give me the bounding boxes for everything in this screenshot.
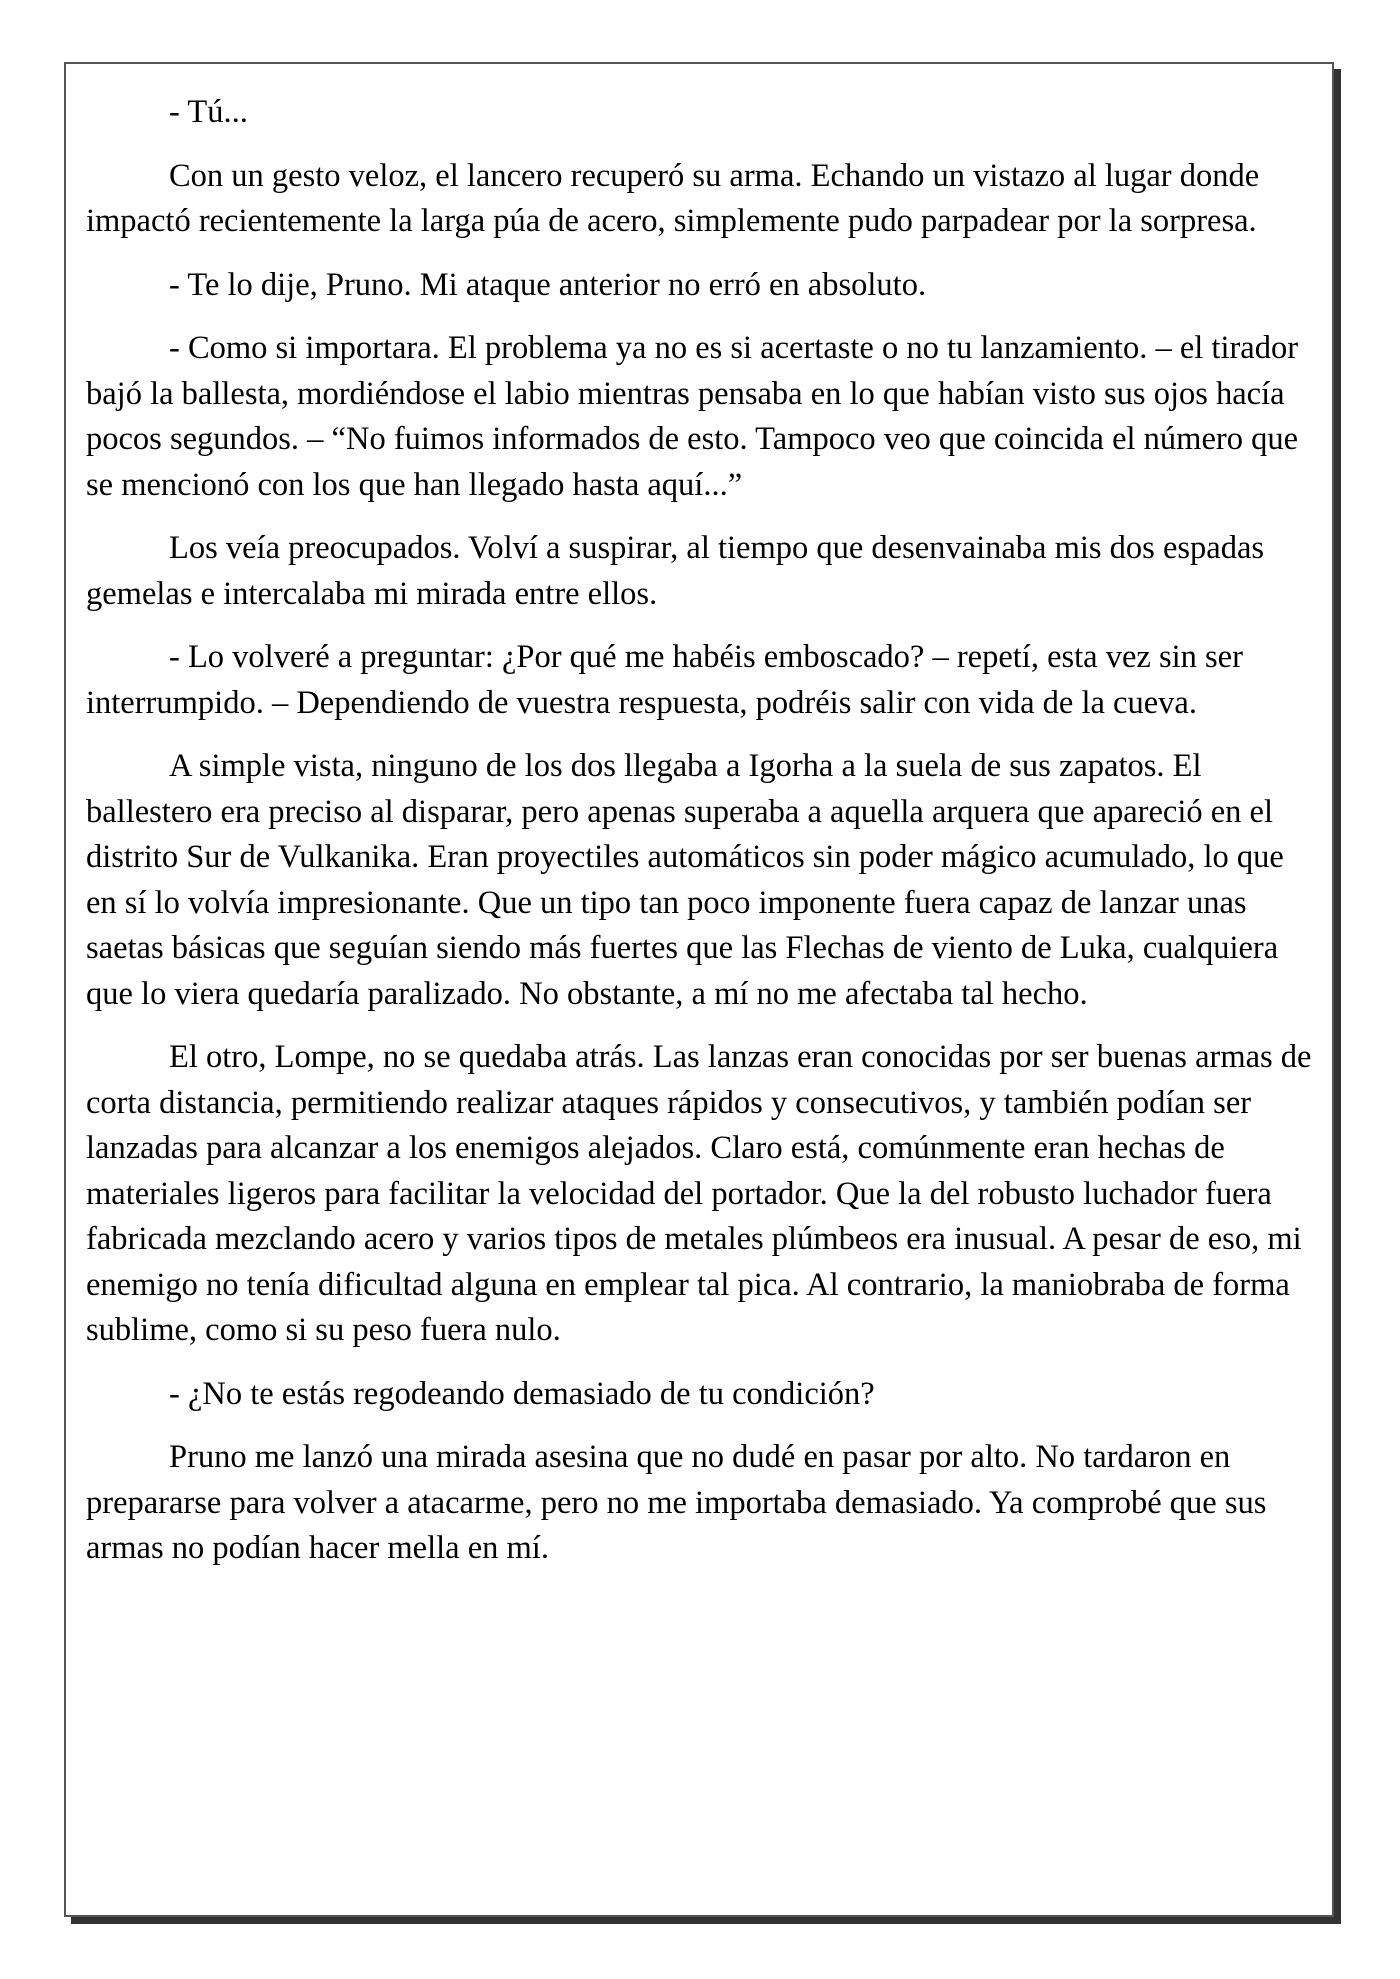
paragraph: - ¿No te estás regodeando demasiado de tu condición?	[169, 1375, 875, 1412]
paragraph: - Como si importara. El problema ya no es si acertaste o no tu lanzamiento. – el tirador bajó la ballesta, mordiéndose el labio mientras pensaba en lo que habían visto sus ojos hacía pocos segundos. – “No fuimos informados de esto. Tampoco veo que coincida el número que se mencionó con los que han llegado hasta aquí...”	[86, 330, 1299, 503]
page-frame	[64, 62, 1334, 1917]
paragraph: Pruno me lanzó una mirada asesina que no dudé en pasar por alto. No tardaron en prepararse para volver a atacarme, pero no me importaba demasiado. Ya comprobé que sus armas no podían hacer mella en mí.	[86, 1439, 1267, 1566]
paragraph: Los veía preocupados. Volví a suspirar, al tiempo que desenvainaba mis dos espadas gemelas e intercalaba mi mirada entre ellos.	[86, 530, 1265, 612]
paragraph: - Te lo dije, Pruno. Mi ataque anterior no erró en absoluto.	[169, 266, 927, 303]
text-body	[86, 90, 1318, 1590]
paragraph: Con un gesto veloz, el lancero recuperó su arma. Echando un vistazo al lugar donde impactó recientemente la larga púa de acero, simplemente pudo parpadear por la sorpresa.	[86, 157, 1260, 239]
paragraph: - Lo volveré a preguntar: ¿Por qué me habéis emboscado? – repetí, esta vez sin ser interrumpido. – Dependiendo de vuestra respuesta, podréis salir con vida de la cueva.	[86, 639, 1243, 721]
paragraph: - Tú...	[169, 94, 248, 130]
paragraph: A simple vista, ninguno de los dos llegaba a Igorha a la suela de sus zapatos. El ballestero era preciso al disparar, pero apenas superaba a aquella arquera que apareció en el distrito Sur de Vulkanika. Eran proyectiles automáticos sin poder mágico acumulado, lo que en sí lo volvía impresionante. Que un tipo tan poco imponente fuera capaz de lanzar unas saetas básicas que seguían siendo más fuertes que las Flechas de viento de Luka, cualquiera que lo viera quedaría paralizado. No obstante, a mí no me afectaba tal hecho.	[86, 748, 1284, 1012]
paragraph: El otro, Lompe, no se quedaba atrás. Las lanzas eran conocidas por ser buenas armas de corta distancia, permitiendo realizar ataques rápidos y consecutivos, y también podían ser lanzadas para alcanzar a los enemigos alejados. Claro está, comúnmente eran hechas de materiales ligeros para facilitar la velocidad del portador. Que la del robusto luchador fuera fabricada mezclando acero y varios tipos de metales plúmbeos era inusual. A pesar de eso, mi enemigo no tenía dificultad alguna en emplear tal pica. Al contrario, la maniobraba de forma sublime, como si su peso fuera nulo.	[86, 1039, 1312, 1348]
